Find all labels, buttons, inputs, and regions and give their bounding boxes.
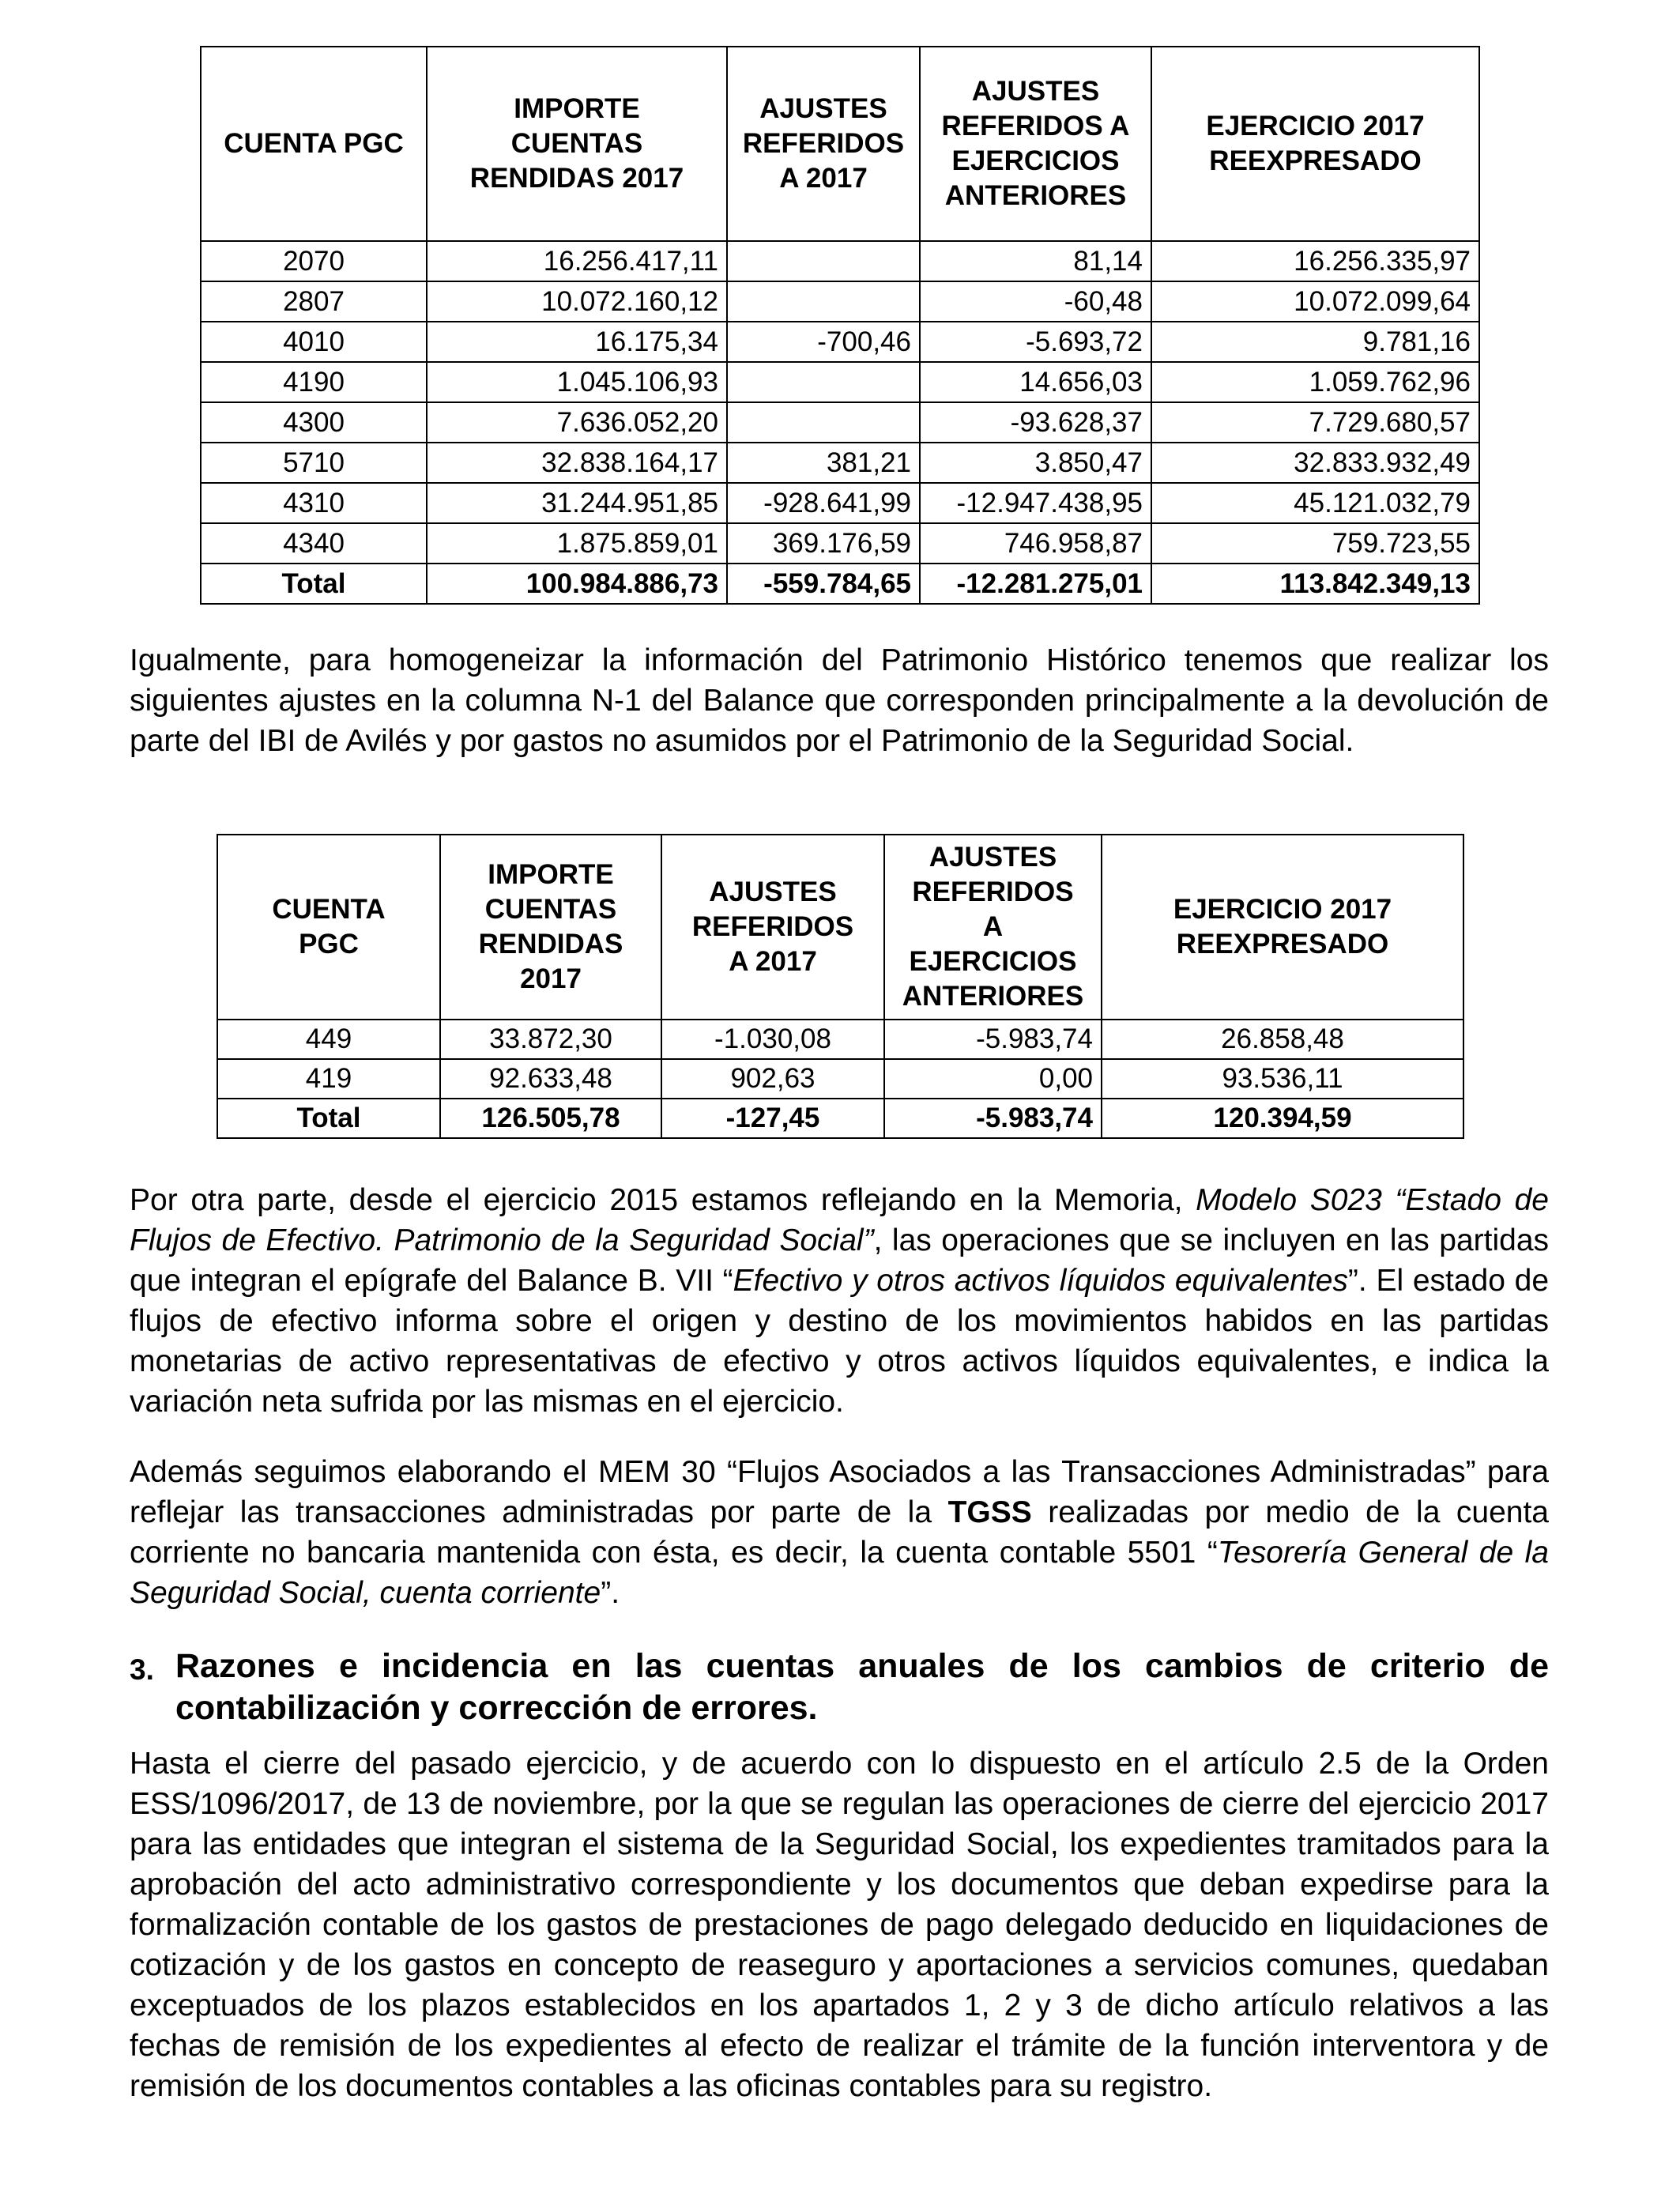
- amount-cell: 0,00: [884, 1059, 1102, 1099]
- account-cell: 419: [217, 1059, 440, 1099]
- amount-cell: -12.281.275,01: [920, 564, 1151, 604]
- table-total-row: [217, 1099, 1463, 1138]
- amount-cell: [727, 402, 920, 443]
- table-row: [201, 362, 1479, 402]
- table-row: [201, 241, 1479, 281]
- amount-cell: 369.176,59: [727, 523, 920, 564]
- table-header-row: [201, 47, 1479, 241]
- amount-cell: 45.121.032,79: [1151, 483, 1479, 523]
- account-cell: 4010: [201, 322, 427, 362]
- amount-cell: 92.633,48: [440, 1059, 661, 1099]
- amount-cell: -5.983,74: [884, 1020, 1102, 1059]
- account-cell: 4300: [201, 402, 427, 443]
- column-header: CUENTA PGC: [201, 47, 427, 241]
- section-3-heading: [130, 1646, 1549, 1729]
- amount-cell: 10.072.099,64: [1151, 281, 1479, 322]
- table-row: [201, 281, 1479, 322]
- amount-cell: 1.875.859,01: [427, 523, 727, 564]
- table-row: [217, 1020, 1463, 1059]
- account-cell: Total: [217, 1099, 440, 1138]
- column-header: IMPORTE CUENTAS RENDIDAS 2017: [427, 47, 727, 241]
- account-cell: 5710: [201, 443, 427, 483]
- amount-cell: 93.536,11: [1102, 1059, 1463, 1099]
- amount-cell: 16.175,34: [427, 322, 727, 362]
- paragraph-flujos-efectivo: Por otra parte, desde el ejercicio 2015 estamos reflejando en la Memoria, Modelo S023 “Estado de Flujos de Efectivo. Patrimonio de la Seguridad Social”, las operaciones que se incluyen en las partidas que integran el epígrafe del Balance B. VII “Efectivo y otros activos líquidos equivalentes”. El estado de flujos de efectivo informa sobre el origen y destino de los movimientos habidos en las partidas monetarias de activo representativas de efectivo y otros activos líquidos equivalentes, e indica la variación neta sufrida por las mismas en el ejercicio.: [130, 1183, 1550, 1419]
- table-row: [201, 402, 1479, 443]
- amount-cell: -559.784,65: [727, 564, 920, 604]
- amount-cell: 3.850,47: [920, 443, 1151, 483]
- account-cell: 2070: [201, 241, 427, 281]
- account-cell: 4340: [201, 523, 427, 564]
- table-row: [201, 483, 1479, 523]
- amount-cell: 31.244.951,85: [427, 483, 727, 523]
- amount-cell: 746.958,87: [920, 523, 1151, 564]
- paragraph-patrimonio-historico: Igualmente, para homogeneizar la información del Patrimonio Histórico tenemos que realizar los siguientes ajustes en la columna N-1 del Balance que corresponden principalmente a la devolución de parte del IBI de Avilés y por gastos no asumidos por el Patrimonio de la Seguridad Social.: [130, 643, 1549, 758]
- table-row: [201, 322, 1479, 362]
- amount-cell: [727, 241, 920, 281]
- account-cell: 4310: [201, 483, 427, 523]
- amount-cell: -5.983,74: [884, 1099, 1102, 1138]
- adjustments-table-2017: [200, 46, 1480, 605]
- column-header: AJUSTES REFERIDOS A EJERCICIOS ANTERIORES: [884, 835, 1102, 1020]
- amount-cell: 26.858,48: [1102, 1020, 1463, 1059]
- amount-cell: 113.842.349,13: [1151, 564, 1479, 604]
- amount-cell: 7.636.052,20: [427, 402, 727, 443]
- amount-cell: 81,14: [920, 241, 1151, 281]
- paragraph-orden-ess: Hasta el cierre del pasado ejercicio, y de acuerdo con lo dispuesto en el artículo 2.5 de la Orden ESS/1096/2017, de 13 de noviembre, por la que se regulan las operaciones de cierre del ejercicio 2017 para las entidades que integran el sistema de la Seguridad Social, los expedientes tramitados para la aprobación del acto administrativo correspondiente y los documentos que deban expedirse para la formalización contable de los gastos de prestaciones de pago delegado deducido en liquidaciones de cotización y de los gastos en concepto de reaseguro y aportaciones a servicios comunes, quedaban exceptuados de los plazos establecidos en los apartados 1, 2 y 3 de dicho artículo relativos a las fechas de remisión de los expedientes al efecto de realizar el trámite de la función interventora y de remisión de los documentos contables a las oficinas contables para su registro.: [130, 1747, 1549, 2103]
- amount-cell: -127,45: [661, 1099, 884, 1138]
- account-cell: 449: [217, 1020, 440, 1059]
- table-total-row: [201, 564, 1479, 604]
- table-row: [217, 1059, 1463, 1099]
- amount-cell: 10.072.160,12: [427, 281, 727, 322]
- section-title: Razones e incidencia en las cuentas anuales de los cambios de criterio de contabilización y corrección de errores.: [175, 1647, 1549, 1727]
- column-header: EJERCICIO 2017 REEXPRESADO: [1151, 47, 1479, 241]
- amount-cell: 381,21: [727, 443, 920, 483]
- amount-cell: 126.505,78: [440, 1099, 661, 1138]
- amount-cell: 32.838.164,17: [427, 443, 727, 483]
- amount-cell: 16.256.417,11: [427, 241, 727, 281]
- amount-cell: [727, 362, 920, 402]
- amount-cell: 9.781,16: [1151, 322, 1479, 362]
- column-header: AJUSTES REFERIDOS A 2017: [661, 835, 884, 1020]
- amount-cell: -60,48: [920, 281, 1151, 322]
- paragraph-mem-30: Además seguimos elaborando el MEM 30 “Flujos Asociados a las Transacciones Administradas” para reflejar las transacciones administradas por parte de la TGSS realizadas por medio de la cuenta corriente no bancaria mantenida con ésta, es decir, la cuenta contable 5501 “Tesorería General de la Seguridad Social, cuenta corriente”.: [130, 1455, 1549, 1610]
- account-cell: 2807: [201, 281, 427, 322]
- amount-cell: 759.723,55: [1151, 523, 1479, 564]
- account-cell: 4190: [201, 362, 427, 402]
- amount-cell: -5.693,72: [920, 322, 1151, 362]
- table-row: [201, 523, 1479, 564]
- table-row: [201, 443, 1479, 483]
- column-header: CUENTA PGC: [217, 835, 440, 1020]
- amount-cell: -928.641,99: [727, 483, 920, 523]
- amount-cell: 32.833.932,49: [1151, 443, 1479, 483]
- table-header-row: [217, 835, 1463, 1020]
- amount-cell: 33.872,30: [440, 1020, 661, 1059]
- section-number: 3.: [130, 1653, 154, 1686]
- column-header: EJERCICIO 2017 REEXPRESADO: [1102, 835, 1463, 1020]
- amount-cell: 902,63: [661, 1059, 884, 1099]
- amount-cell: 14.656,03: [920, 362, 1151, 402]
- amount-cell: -1.030,08: [661, 1020, 884, 1059]
- account-cell: Total: [201, 564, 427, 604]
- column-header: IMPORTE CUENTAS RENDIDAS 2017: [440, 835, 661, 1020]
- amount-cell: -93.628,37: [920, 402, 1151, 443]
- adjustments-table-patrimonio: [217, 834, 1464, 1139]
- amount-cell: 1.045.106,93: [427, 362, 727, 402]
- amount-cell: -700,46: [727, 322, 920, 362]
- amount-cell: 7.729.680,57: [1151, 402, 1479, 443]
- amount-cell: [727, 281, 920, 322]
- amount-cell: 16.256.335,97: [1151, 241, 1479, 281]
- amount-cell: 1.059.762,96: [1151, 362, 1479, 402]
- amount-cell: -12.947.438,95: [920, 483, 1151, 523]
- column-header: AJUSTES REFERIDOS A EJERCICIOS ANTERIORES: [920, 47, 1151, 241]
- column-header: AJUSTES REFERIDOS A 2017: [727, 47, 920, 241]
- amount-cell: 100.984.886,73: [427, 564, 727, 604]
- amount-cell: 120.394,59: [1102, 1099, 1463, 1138]
